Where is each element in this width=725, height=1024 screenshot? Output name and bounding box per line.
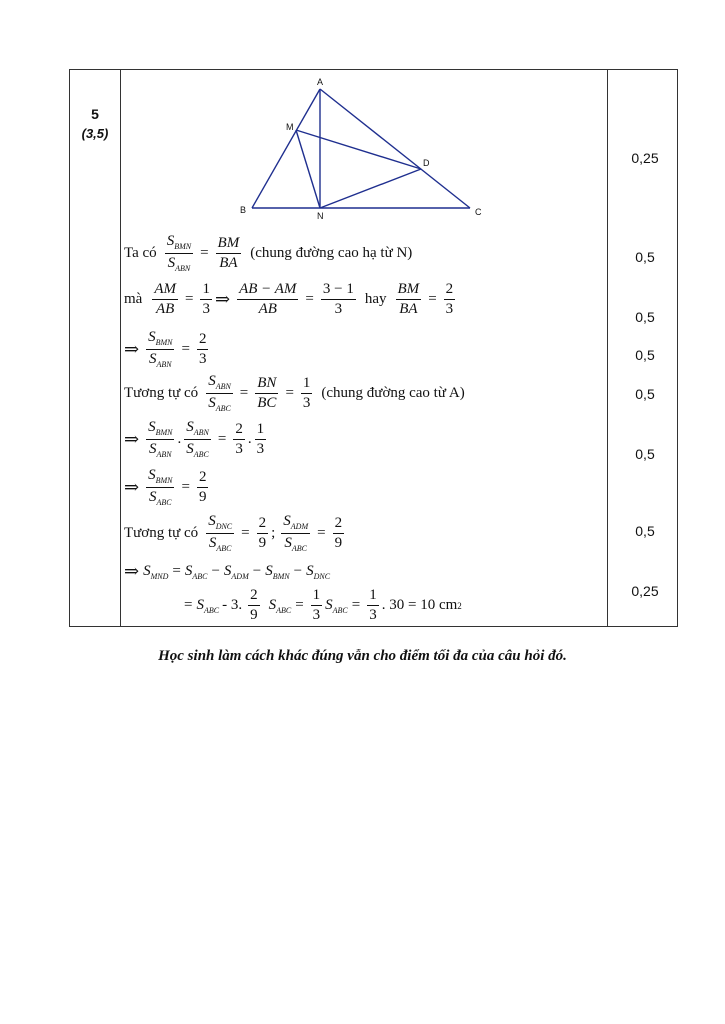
column-divider [607, 70, 608, 626]
score-1: 0,25 [631, 150, 659, 166]
solution-line-4: Tương tự có $\frac{S_{ABN}}{S_{ABC}}$ = $\frac{BN}{BC}$ = $\frac{1}{3}$ (chung đường cao từ A) [124, 373, 465, 413]
segment-AB [252, 89, 320, 208]
text-ta-co: Ta có [124, 245, 157, 261]
note-height-from-A: (chung đường cao từ A) [321, 385, 465, 401]
score-4: 0,5 [635, 347, 655, 363]
score-3: 0,5 [635, 309, 655, 325]
label-D: D [423, 158, 430, 168]
score-5: 0,5 [635, 386, 655, 402]
score-2: 0,5 [635, 249, 655, 265]
result-value: . 30 = 10 cm [381, 597, 458, 613]
fraction: $\frac{BM}{BA}$ [217, 235, 240, 271]
question-number: 5 [91, 106, 99, 122]
column-divider [120, 70, 121, 626]
footer-note: Học sinh làm cách khác đúng vẫn cho điểm tối đa của câu hỏi đó. [158, 648, 567, 664]
solution-line-7: Tương tự có $\frac{S_{DNC}}{S_{ABC}}$ = $\frac{2}{9}$ ; $\frac{S_{ADM}}{S_{ABC}}$ = $\frac{2}{9}$ [124, 513, 343, 553]
segment-MD [296, 130, 421, 169]
solution-line-8: ⇒ $S_{MND}$ = $S_{ABC}$ − $S_{ADM}$ − $S_{BMN}$ − $S_{DNC}$ [124, 561, 331, 581]
solution-line-2: mà $\frac{AM}{AB}$ = $\frac{1}{3}$ ⇒ $\frac{AB - AM}{AB}$ = $\frac{3 - 1}{3}$ hay $\frac{BM}{BA}$ = $\frac{2}{3}$ [124, 281, 454, 317]
result-unit-exponent: 2 [457, 600, 462, 611]
solution-line-3: ⇒ $\frac{S_{BMN}}{S_{ABN}}$ = $\frac{2}{3}$ [124, 329, 207, 369]
label-B: B [240, 205, 247, 215]
score-7: 0,5 [635, 523, 655, 539]
label-C: C [475, 207, 482, 217]
solution-line-1: Ta có $\frac{S_{BMN}}{S_{ABN}}$ = $\frac{BM}{BA}$ (chung đường cao hạ từ N) [124, 233, 413, 273]
label-M: M [286, 122, 294, 132]
note-height-from-N: (chung đường cao hạ từ N) [250, 245, 413, 261]
score-8: 0,25 [631, 583, 659, 599]
text-ma: mà [124, 291, 143, 307]
triangle-figure [235, 74, 495, 224]
fraction: $\frac{S_{BMN}}{S_{ABN}}$ [166, 233, 192, 273]
text-hay: hay [364, 291, 387, 307]
segment-ND [320, 169, 421, 208]
score-6: 0,5 [635, 446, 655, 462]
text-minus-3: - 3. [222, 597, 243, 613]
solution-line-5: ⇒ $\frac{S_{BMN}}{S_{ABN}}$ . $\frac{S_{ABN}}{S_{ABC}}$ = $\frac{2}{3}$ . $\frac{1}{3}$ [124, 419, 265, 459]
label-A: A [317, 77, 324, 87]
question-points: (3,5) [81, 126, 109, 141]
segment-MN [296, 130, 320, 208]
solution-line-6: ⇒ $\frac{S_{BMN}}{S_{ABC}}$ = $\frac{2}{9}$ [124, 467, 207, 507]
text-tuong-tu-co: Tương tự có [124, 385, 199, 401]
solution-line-9: = $S_{ABC}$ - 3. $\frac{2}{9}$ $S_{ABC}$ = $\frac{1}{3}$ $S_{ABC}$ = $\frac{1}{3}$ . 30 = 10 cm 2 [184, 587, 462, 623]
segment-AC [320, 89, 470, 208]
semicolon: ; [271, 525, 276, 541]
label-N: N [317, 211, 324, 221]
text-tuong-tu-co-2: Tương tự có [124, 525, 199, 541]
